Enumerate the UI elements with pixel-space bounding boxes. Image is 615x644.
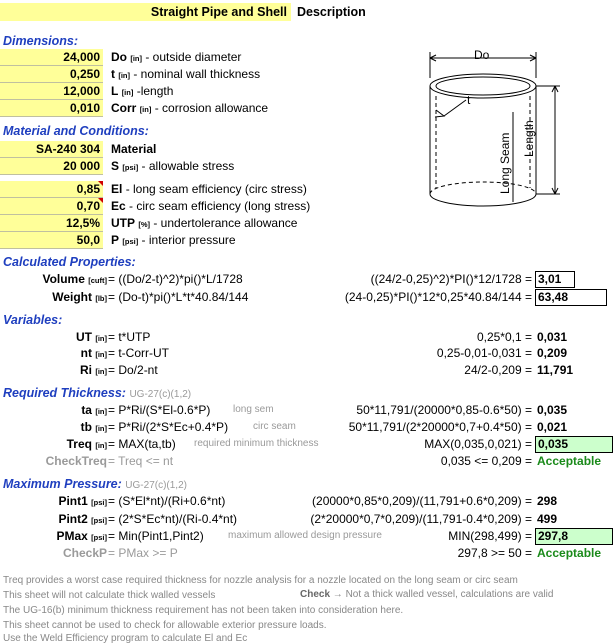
row-symbol: UT xyxy=(75,330,92,344)
row-unit: [psi] xyxy=(91,533,107,542)
row-substitution: 0,25-0,01-0,031 = xyxy=(436,346,532,360)
check-message: Not a thick walled vessel, calculations are valid xyxy=(345,589,554,600)
input-description: - undertolerance allowance xyxy=(150,216,298,230)
input-cell[interactable]: 50,0 xyxy=(0,232,103,249)
input-label xyxy=(111,100,268,118)
input-label xyxy=(111,198,310,216)
row-formula: = t*UTP xyxy=(108,330,151,344)
input-label xyxy=(111,181,307,199)
input-unit: [psi] xyxy=(122,237,139,246)
thickness-title: Required Thickness: xyxy=(3,386,126,400)
input-description: - nominal wall thickness xyxy=(130,67,261,81)
input-description: - outside diameter xyxy=(142,50,242,64)
input-description: - circ seam efficiency (long stress) xyxy=(129,199,311,213)
note-2: This sheet will not calculate thick walled vessels xyxy=(3,590,216,601)
row-name xyxy=(46,454,107,468)
diagram-t-label: t xyxy=(467,93,471,107)
row-substitution: 50*11,791/(2*20000*0,7+0.4*50) = xyxy=(348,420,532,434)
row-formula: = P*Ri/(2*S*Ec+0.4*P) xyxy=(108,420,229,434)
row-formula: = ((Do/2-t)^2)*pi()*L/1728 xyxy=(108,272,243,286)
input-description: - corrosion allowance xyxy=(151,101,269,115)
input-description: - allowable stress xyxy=(138,159,235,173)
row-formula: = (Do-t)*pi()*L*t*40.84/144 xyxy=(108,290,249,304)
row-substitution: 0,25*0,1 = xyxy=(476,330,532,344)
arrow-icon: → xyxy=(332,589,343,600)
row-result: 0,021 xyxy=(537,420,568,434)
note-5: Use the Weld Efficiency program to calculate El and Ec xyxy=(3,633,248,644)
row-symbol: Treq xyxy=(66,437,92,451)
input-symbol: t xyxy=(111,67,115,81)
material-header: Material and Conditions: xyxy=(3,124,149,138)
row-symbol: CheckTreq xyxy=(45,454,107,468)
row-name xyxy=(81,346,107,360)
input-cell[interactable]: 12,000 xyxy=(0,83,103,100)
row-result: 3,01 xyxy=(535,271,575,288)
row-result: 297,8 xyxy=(535,528,613,545)
row-note: required minimum thickness xyxy=(194,438,319,449)
input-label xyxy=(111,49,241,67)
input-symbol: Ec xyxy=(111,199,126,213)
input-description: - interior pressure xyxy=(138,233,236,247)
input-symbol: L xyxy=(111,84,119,98)
material-label: Material xyxy=(111,142,157,156)
row-result: 0,035 xyxy=(537,403,568,417)
row-formula: = MAX(ta,tb) xyxy=(108,437,176,451)
comment-marker-icon xyxy=(98,181,103,186)
row-name xyxy=(80,363,107,377)
row-result: 298 xyxy=(537,494,558,508)
input-cell[interactable]: 20 000 xyxy=(0,158,103,175)
note-4: This sheet cannot be used to check for allowable exterior pressure loads. xyxy=(3,620,327,631)
note-1: Treq provides a worst case required thickness for nozzle analysis for a nozzle located on the long seam or circ seam xyxy=(3,575,518,586)
input-unit: [in] xyxy=(130,54,143,63)
diagram-do-label: Do xyxy=(474,48,490,62)
row-substitution: 0,035 <= 0,209 = xyxy=(440,454,532,468)
row-name xyxy=(63,546,107,560)
input-cell[interactable]: 0,70 xyxy=(0,198,103,215)
row-name xyxy=(76,330,107,344)
input-label xyxy=(111,232,236,250)
row-symbol: ta xyxy=(81,403,92,417)
row-symbol: nt xyxy=(80,346,92,360)
input-label xyxy=(111,83,173,101)
row-substitution: (2*20000*0,7*0,209)/(11,791-0.4*0,209) = xyxy=(310,512,532,526)
thickness-header xyxy=(3,386,191,400)
cylinder-diagram xyxy=(410,40,580,230)
row-symbol: PMax xyxy=(56,529,88,543)
row-note: maximum allowed design pressure xyxy=(228,530,382,541)
input-cell[interactable]: 0,010 xyxy=(0,100,103,117)
row-result: 63,48 xyxy=(535,289,607,306)
input-cell[interactable]: 12,5% xyxy=(0,215,103,232)
row-unit: [psi] xyxy=(91,516,107,525)
check-note xyxy=(300,589,553,600)
input-symbol: S xyxy=(111,159,120,173)
input-symbol: Corr xyxy=(111,101,137,115)
row-formula: = Min(Pint1,Pint2) xyxy=(108,529,204,543)
row-name xyxy=(67,437,107,451)
row-formula: = (2*S*Ec*nt)/(Ri-0.4*nt) xyxy=(108,512,238,526)
row-symbol: Weight xyxy=(52,290,92,304)
pressure-header xyxy=(3,477,187,491)
row-name xyxy=(52,290,107,304)
input-symbol: P xyxy=(111,233,120,247)
input-description: -length xyxy=(133,84,174,98)
row-substitution: ((24/2-0,25)^2)*PI()*12/1728 = xyxy=(370,272,532,286)
row-result: 11,791 xyxy=(537,363,574,377)
row-name xyxy=(56,529,107,543)
input-description: - long seam efficiency (circ stress) xyxy=(125,182,307,196)
input-cell[interactable]: 24,000 xyxy=(0,49,103,66)
row-symbol: Pint1 xyxy=(58,494,88,508)
row-name xyxy=(58,512,107,526)
row-name xyxy=(81,403,107,417)
row-unit: [in] xyxy=(95,407,107,416)
row-result: 0,031 xyxy=(537,330,568,344)
row-result: 0,035 xyxy=(535,436,613,453)
row-substitution: 50*11,791/(20000*0,85-0.6*50) = xyxy=(356,403,532,417)
input-unit: [in] xyxy=(139,105,152,114)
row-substitution: 24/2-0,209 = xyxy=(464,363,532,377)
row-note: circ seam xyxy=(253,421,296,432)
row-symbol: Ri xyxy=(79,363,92,377)
input-unit: [%] xyxy=(138,220,151,229)
input-label xyxy=(111,215,297,233)
row-unit: [in] xyxy=(95,424,107,433)
row-unit: [in] xyxy=(95,334,107,343)
row-result: 0,209 xyxy=(537,346,568,360)
diagram-seam-label: Long Seam xyxy=(498,132,512,194)
input-symbol: UTP xyxy=(111,216,135,230)
row-unit: [cuft] xyxy=(88,276,107,285)
row-formula: = t-Corr-UT xyxy=(108,346,169,360)
row-substitution: (20000*0,85*0,209)/(11,791+0.6*0,209) = xyxy=(312,494,532,508)
row-unit: [in] xyxy=(95,441,107,450)
row-unit: [lb] xyxy=(95,294,107,303)
row-formula: = PMax >= P xyxy=(108,546,178,560)
note-3: The UG-16(b) minimum thickness requirement has not been taken into consideration here. xyxy=(3,605,404,616)
row-symbol: tb xyxy=(80,420,92,434)
pressure-title: Maximum Pressure: xyxy=(3,477,122,491)
row-formula: = P*Ri/(S*El-0.6*P) xyxy=(108,403,211,417)
row-substitution: MIN(298,499) = xyxy=(448,529,532,543)
input-label xyxy=(111,158,234,176)
row-substitution: (24-0,25)*PI()*12*0,25*40.84/144 = xyxy=(344,290,532,304)
input-cell[interactable]: 0,250 xyxy=(0,66,103,83)
input-cell[interactable]: 0,85 xyxy=(0,181,103,198)
row-symbol: Pint2 xyxy=(58,512,88,526)
dimensions-header: Dimensions: xyxy=(3,34,79,48)
check-label: Check xyxy=(300,589,331,600)
row-result: 499 xyxy=(537,512,558,526)
input-symbol: El xyxy=(111,182,123,196)
pressure-ref: UG-27(c)(1,2) xyxy=(125,480,187,491)
sheet-title: Straight Pipe and Shell xyxy=(0,3,291,21)
material-input[interactable]: SA-240 304 xyxy=(0,141,103,158)
diagram-length-label: Length xyxy=(522,120,536,157)
row-formula: = Do/2-nt xyxy=(108,363,158,377)
row-result: Acceptable xyxy=(537,454,602,468)
input-symbol: Do xyxy=(111,50,127,64)
row-unit: [psi] xyxy=(91,498,107,507)
variables-header: Variables: xyxy=(3,313,63,327)
row-substitution: 297,8 >= 50 = xyxy=(457,546,532,560)
row-name xyxy=(81,420,107,434)
row-formula: = Treq <= nt xyxy=(108,454,174,468)
row-substitution: MAX(0,035,0,021) = xyxy=(424,437,532,451)
input-unit: [in] xyxy=(118,71,131,80)
input-label xyxy=(111,66,260,84)
calculated-header: Calculated Properties: xyxy=(3,255,136,269)
comment-marker-icon xyxy=(98,198,103,203)
row-symbol: CheckP xyxy=(62,546,107,560)
row-note: long sem xyxy=(233,404,274,415)
row-unit: [in] xyxy=(95,350,107,359)
sheet-description-label: Description xyxy=(297,5,366,19)
row-symbol: Volume xyxy=(42,272,85,286)
row-name xyxy=(42,272,107,286)
row-unit: [in] xyxy=(95,367,107,376)
thickness-ref: UG-27(c)(1,2) xyxy=(129,389,192,400)
input-unit: [psi] xyxy=(122,163,139,172)
row-name xyxy=(58,494,107,508)
input-unit: [in] xyxy=(121,88,134,97)
row-formula: = (S*El*nt)/(Ri+0.6*nt) xyxy=(108,494,226,508)
row-result: Acceptable xyxy=(537,546,602,560)
